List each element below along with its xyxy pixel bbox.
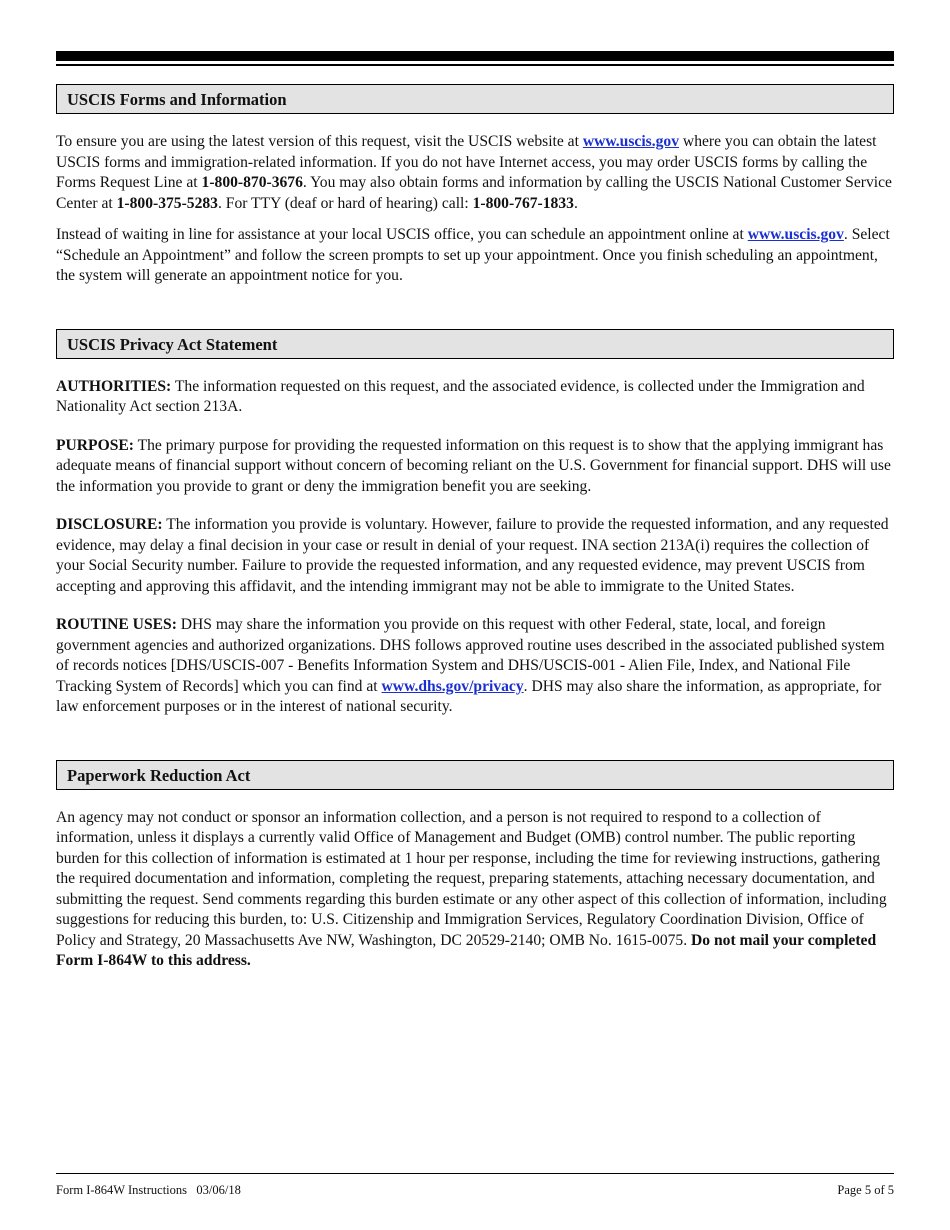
text: The information you provide is voluntary. However, failure to provide the requested information, and any requested evidence, may delay a final decision in your case or result in denial of your request. INA section 213A(i) requires the collection of your Social Security number. Failure to provide the requested information, and any requested evidence, may prevent USCIS from accepting and approving this affidavit, and the intending immigrant may not be able to immigrate to the United States. [56, 516, 889, 595]
section-heading: USCIS Forms and Information [56, 84, 894, 114]
text: where you can obtain the latest USCIS forms and immigration-related information. If you do not have Internet access, you may order USCIS forms by calling the Forms Request Line at [56, 133, 877, 191]
section-paperwork-reduction-act [56, 760, 894, 972]
website-link[interactable]: www.dhs.gov/privacy [381, 677, 524, 695]
paragraph [56, 515, 894, 597]
bold-text: 1-800-375-5283 [116, 194, 218, 212]
text: DHS may share the information you provide on this request with other Federal, state, local, and foreign government agencies and authorized organizations. DHS follows approved routine uses described in the associated published system of records notices [DHS/USCIS-007 - Benefits Information System and DHS/USCIS-001 - Alien File, Index, and National File Tracking System of Records] which you can find at [56, 616, 885, 695]
section-uscis-privacy-act-statement [56, 329, 894, 718]
text: . Select “Schedule an Appointment” and follow the screen prompts to set up your appointment. Once you finish scheduling an appointment, the system will generate an appointment notice for you. [56, 226, 890, 284]
website-link[interactable]: www.uscis.gov [747, 226, 844, 243]
paragraph [56, 808, 894, 972]
section-heading: USCIS Privacy Act Statement [56, 329, 894, 359]
text: The primary purpose for providing the requested information on this request is to show that the applying immigrant has adequate means of financial support without concern of becoming reliant on the U.S. Government for financial support. DHS will use the information you provide to grant or deny the immigration benefit you are seeking. [56, 436, 891, 495]
bold-text: Do not mail your completed Form I-864W to this address. [56, 931, 877, 969]
paragraph [56, 615, 894, 718]
footer-rule [56, 1173, 894, 1174]
text: To ensure you are using the latest version of this request, visit the USCIS website at [56, 133, 583, 150]
bold-text: ROUTINE USES: [56, 616, 177, 633]
paragraph [56, 132, 894, 214]
document-content [56, 84, 894, 1014]
paragraph [56, 225, 894, 287]
text: The information requested on this request, and the associated evidence, is collected under the Immigration and Nationality Act section 213A. [56, 377, 865, 415]
text: . [573, 194, 578, 212]
bold-text: DISCLOSURE: [56, 516, 163, 533]
text: . DHS may also share the information, as appropriate, for law enforcement purposes or in the interest of national security. [56, 677, 882, 715]
text: Instead of waiting in line for assistance at your local USCIS office, you can schedule an appointment online at [56, 226, 748, 243]
bold-text: 1-800-870-3676 [201, 174, 303, 191]
footer-form-info: Form I-864W Instructions 03/06/18 [56, 1183, 241, 1197]
paragraph [56, 377, 894, 418]
bold-text: PURPOSE: [56, 436, 134, 454]
text: . For TTY (deaf or hard of hearing) call: [217, 194, 473, 212]
header-rule-thin [56, 64, 894, 66]
bold-text: 1-800-767-1833 [472, 194, 574, 212]
header-rule-thick [56, 51, 894, 61]
section-heading: Paperwork Reduction Act [56, 760, 894, 790]
text: An agency may not conduct or sponsor an information collection, and a person is not required to respond to a collection of information, unless it displays a currently valid Office of Management and Budget (OMB) control number. The public reporting burden for this collection of information is estimated at 1 hour per response, including the time for reviewing instructions, gathering the required documentation and information, completing the request, preparing statements, attaching necessary documentation, and submitting the request. Send comments regarding this burden estimate or any other aspect of this collection of information, including suggestions for reducing this burden, to: U.S. Citizenship and Immigration Services, Regulatory Coordination Division, Office of Policy and Strategy, 20 Massachusetts Ave NW, Washington, DC 20529-2140; OMB No. 1615-0075. [56, 808, 887, 949]
text: . You may also obtain forms and information by calling the USCIS National Customer Service Center at [56, 174, 892, 212]
section-uscis-forms-and-information [56, 84, 894, 287]
footer-page-number: Page 5 of 5 [837, 1183, 894, 1197]
website-link[interactable]: www.uscis.gov [582, 133, 680, 150]
bold-text: AUTHORITIES: [56, 377, 172, 395]
paragraph [56, 436, 894, 498]
